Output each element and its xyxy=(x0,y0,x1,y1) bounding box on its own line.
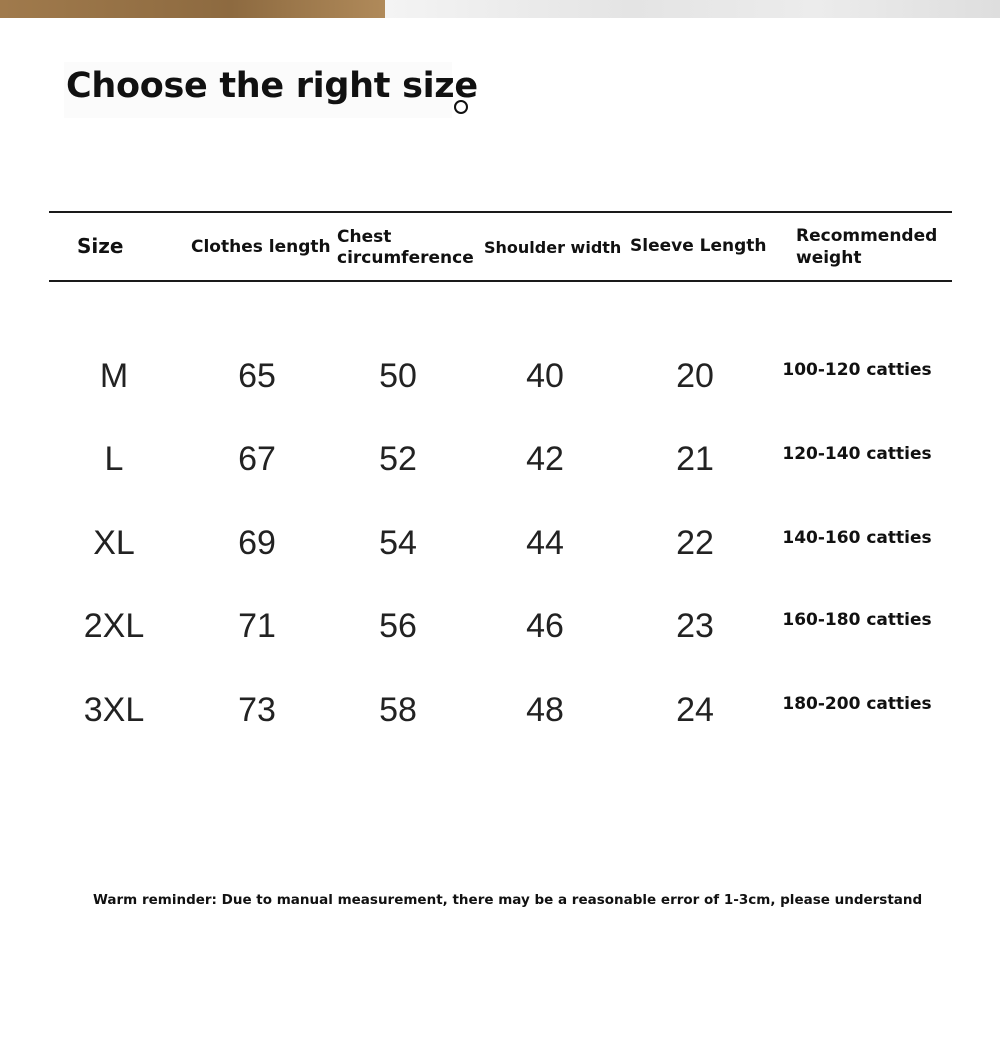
header-sleeve-length: Sleeve Length xyxy=(630,236,767,256)
gray-photo-edge xyxy=(385,0,1000,18)
cell-weight: 120-140 catties xyxy=(782,444,932,464)
cell-size: 3XL xyxy=(83,691,145,729)
header-weight-line1: Recommended xyxy=(796,226,938,246)
cell-chest: 58 xyxy=(379,691,417,729)
cell-chest: 52 xyxy=(379,440,417,478)
cell-shoulder: 46 xyxy=(526,607,564,645)
circle-mark-icon xyxy=(454,100,468,114)
cell-shoulder: 40 xyxy=(526,357,564,395)
cell-size: XL xyxy=(93,524,135,562)
cell-chest: 56 xyxy=(379,607,417,645)
header-chest-line2: circumference xyxy=(337,248,474,268)
header-chest-line1: Chest xyxy=(337,227,392,247)
cell-size: M xyxy=(99,357,129,395)
page-title: Choose the right size xyxy=(66,66,478,106)
cell-clothes-length: 67 xyxy=(238,440,276,478)
header-clothes-length: Clothes length xyxy=(191,237,331,257)
cell-chest: 50 xyxy=(379,357,417,395)
cell-sleeve: 23 xyxy=(676,607,714,645)
cell-weight: 100-120 catties xyxy=(782,360,932,380)
header-size: Size xyxy=(77,234,124,258)
cell-shoulder: 42 xyxy=(526,440,564,478)
cell-clothes-length: 73 xyxy=(238,691,276,729)
cell-sleeve: 20 xyxy=(676,357,714,395)
cell-weight: 160-180 catties xyxy=(782,610,932,630)
cell-clothes-length: 65 xyxy=(238,357,276,395)
top-image-strip xyxy=(0,0,1000,18)
cell-sleeve: 22 xyxy=(676,524,714,562)
table-top-rule xyxy=(49,211,952,213)
cell-clothes-length: 71 xyxy=(238,607,276,645)
cell-sleeve: 24 xyxy=(676,691,714,729)
cell-weight: 140-160 catties xyxy=(782,528,932,548)
brown-photo-edge xyxy=(0,0,385,18)
cell-chest: 54 xyxy=(379,524,417,562)
cell-size: 2XL xyxy=(83,607,145,645)
cell-shoulder: 48 xyxy=(526,691,564,729)
cell-shoulder: 44 xyxy=(526,524,564,562)
measurement-reminder: Warm reminder: Due to manual measurement, there may be a reasonable error of 1-3cm, please understand xyxy=(93,892,923,908)
cell-clothes-length: 69 xyxy=(238,524,276,562)
header-shoulder-width: Shoulder width xyxy=(484,238,622,257)
cell-size: L xyxy=(104,440,124,478)
cell-weight: 180-200 catties xyxy=(782,694,932,714)
header-weight-line2: weight xyxy=(796,248,862,268)
cell-sleeve: 21 xyxy=(676,440,714,478)
table-header-rule xyxy=(49,280,952,282)
